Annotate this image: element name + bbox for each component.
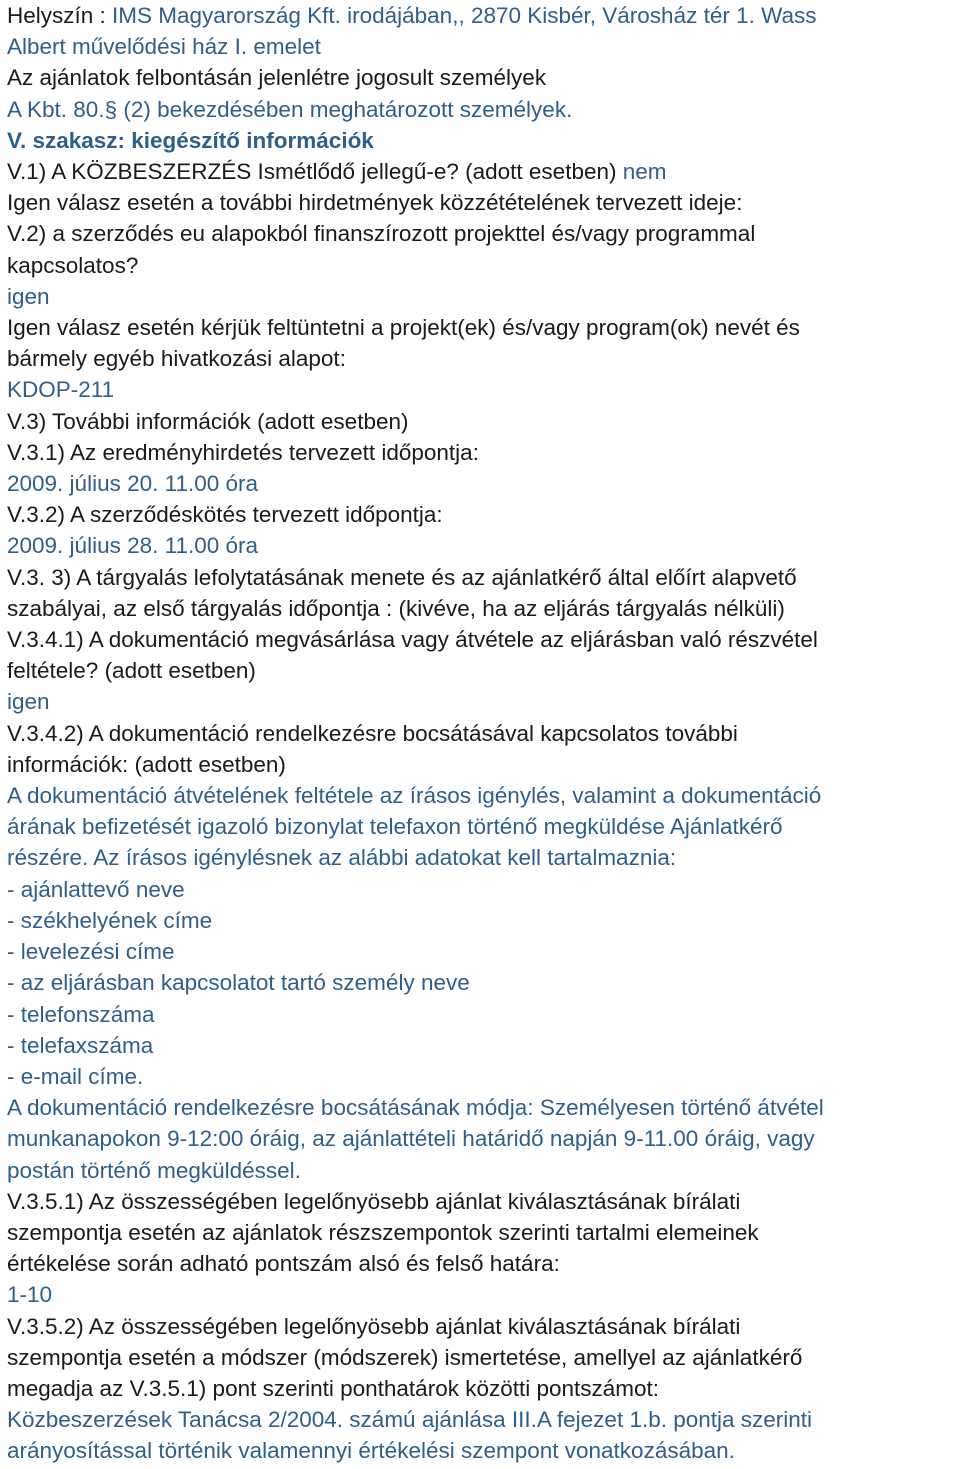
text-line <box>7 1248 960 1279</box>
text-line <box>7 468 960 499</box>
field-label: V.3.1) Az eredményhirdetés tervezett időpontja: <box>7 439 479 465</box>
field-value: - e-mail címe. <box>7 1063 144 1089</box>
field-label: feltétele? (adott esetben) <box>7 658 256 684</box>
field-label: V.1) A KÖZBESZERZÉS Ismétlődő jellegű-e? (adott esetben) <box>7 159 623 185</box>
field-value: 2009. július 20. 11.00 óra <box>7 471 259 497</box>
text-line <box>7 499 960 530</box>
text-line <box>7 406 960 437</box>
field-value: munkanapokon 9-12:00 óráig, az ajánlattételi határidő napján 9-11.00 óráig, vagy <box>7 1126 815 1152</box>
field-value: nem <box>622 159 667 185</box>
field-label: Az ajánlatok felbontásán jelenlétre jogosult személyek <box>7 65 547 91</box>
text-line <box>7 1435 960 1466</box>
field-label: Helyszín : <box>7 3 113 28</box>
text-line <box>7 125 960 156</box>
text-line <box>7 1186 960 1217</box>
field-value: árának befizetését igazoló bizonylat telefaxon történő megküldése Ajánlatkérő <box>7 814 783 840</box>
text-line <box>7 1030 960 1061</box>
text-line <box>7 593 960 624</box>
field-value: igen <box>7 283 50 309</box>
field-label: bármely egyéb hivatkozási alapot: <box>7 346 346 372</box>
text-line <box>7 1404 960 1435</box>
field-value: - levelezési címe <box>7 939 175 965</box>
field-value: - telefonszáma <box>7 1001 155 1027</box>
field-value: 1-10 <box>7 1282 53 1308</box>
field-value: arányosítással történik valamennyi értékelési szempont vonatkozásában. <box>7 1438 735 1464</box>
field-value: részére. Az írásos igénylésnek az alábbi adatokat kell tartalmaznia: <box>7 845 677 871</box>
field-value: A dokumentáció átvételének feltétele az írásos igénylés, valamint a dokumentáció <box>7 783 822 809</box>
text-line <box>7 1373 960 1404</box>
text-line <box>7 1279 960 1310</box>
text-line <box>7 62 960 93</box>
field-value: V. szakasz: kiegészítő információk <box>7 127 374 153</box>
text-line <box>7 312 960 343</box>
field-label: kapcsolatos? <box>7 252 139 278</box>
text-line <box>7 874 960 905</box>
text-line <box>7 811 960 842</box>
text-line <box>7 655 960 686</box>
field-value: - ajánlattevő neve <box>7 876 185 902</box>
field-label: szempontja esetén az ajánlatok részszempontok szerinti tartalmi elemeinek <box>7 1219 759 1245</box>
text-line <box>7 1061 960 1092</box>
field-value: IMS Magyarország Kft. irodájában,, 2870 Kisbér, Városház tér 1. Wass <box>112 3 817 28</box>
field-label: információk: (adott esetben) <box>7 751 286 777</box>
field-label: V.3.4.2) A dokumentáció rendelkezésre bocsátásával kapcsolatos további <box>7 720 738 746</box>
text-line <box>7 842 960 873</box>
text-line <box>7 343 960 374</box>
text-line <box>7 905 960 936</box>
text-line <box>7 250 960 281</box>
field-label: szempontja esetén a módszer (módszerek) ismertetése, amellyel az ajánlatkérő <box>7 1344 803 1370</box>
field-value: - az eljárásban kapcsolatot tartó személy neve <box>7 970 470 996</box>
text-line <box>7 1342 960 1373</box>
field-label: V.3.5.2) Az összességében legelőnyösebb ajánlat kiválasztásának bírálati <box>7 1313 741 1339</box>
text-line <box>7 530 960 561</box>
text-line <box>7 686 960 717</box>
field-value: A Kbt. 80.§ (2) bekezdésében meghatározott személyek. <box>7 96 573 122</box>
text-line <box>7 936 960 967</box>
text-line <box>7 94 960 125</box>
field-value: postán történő megküldéssel. <box>7 1157 301 1183</box>
field-label: megadja az V.3.5.1) pont szerinti ponthatárok közötti pontszámot: <box>7 1375 660 1401</box>
field-label: V.3.4.1) A dokumentáció megvásárlása vagy átvétele az eljárásban való részvétel <box>7 627 818 653</box>
text-line <box>7 0 960 31</box>
text-line <box>7 1092 960 1123</box>
text-line <box>7 1123 960 1154</box>
text-line <box>7 1155 960 1186</box>
text-line <box>7 749 960 780</box>
field-value: A dokumentáció rendelkezésre bocsátásának módja: Személyesen történő átvétel <box>7 1095 824 1121</box>
field-label: Igen válasz esetén a további hirdetmények közzétételének tervezett ideje: <box>7 190 743 216</box>
text-line <box>7 967 960 998</box>
field-label: szabályai, az első tárgyalás időpontja : (kivéve, ha az eljárás tárgyalás nélküli) <box>7 595 785 621</box>
field-value: KDOP-211 <box>7 377 115 403</box>
text-line <box>7 1217 960 1248</box>
field-label: V.3) További információk (adott esetben) <box>7 408 409 434</box>
field-label: V.3.2) A szerződéskötés tervezett időpontja: <box>7 502 443 528</box>
field-label: értékelése során adható pontszám alsó és felső határa: <box>7 1251 560 1277</box>
text-line <box>7 999 960 1030</box>
text-line <box>7 780 960 811</box>
field-value: - telefaxszáma <box>7 1032 154 1058</box>
text-line <box>7 1311 960 1342</box>
text-line <box>7 718 960 749</box>
field-label: V.3.5.1) Az összességében legelőnyösebb ajánlat kiválasztásának bírálati <box>7 1188 741 1214</box>
text-line <box>7 187 960 218</box>
text-line <box>7 437 960 468</box>
field-value: - székhelyének címe <box>7 907 213 933</box>
field-label: V.2) a szerződés eu alapokból finanszírozott projekttel és/vagy programmal <box>7 221 756 247</box>
field-value: igen <box>7 689 50 715</box>
field-value: 2009. július 28. 11.00 óra <box>7 533 259 559</box>
field-label: Igen válasz esetén kérjük feltüntetni a projekt(ek) és/vagy program(ok) nevét és <box>7 315 800 341</box>
text-line <box>7 281 960 312</box>
text-line <box>7 562 960 593</box>
text-line <box>7 624 960 655</box>
text-line <box>7 156 960 187</box>
field-label: V.3. 3) A tárgyalás lefolytatásának menete és az ajánlatkérő által előírt alapvető <box>7 564 797 590</box>
field-value: Közbeszerzések Tanácsa 2/2004. számú ajánlása III.A fejezet 1.b. pontja szerinti <box>7 1407 813 1433</box>
text-line <box>7 374 960 405</box>
field-value: Albert művelődési ház I. emelet <box>7 34 321 60</box>
text-line <box>7 31 960 62</box>
text-line <box>7 218 960 249</box>
